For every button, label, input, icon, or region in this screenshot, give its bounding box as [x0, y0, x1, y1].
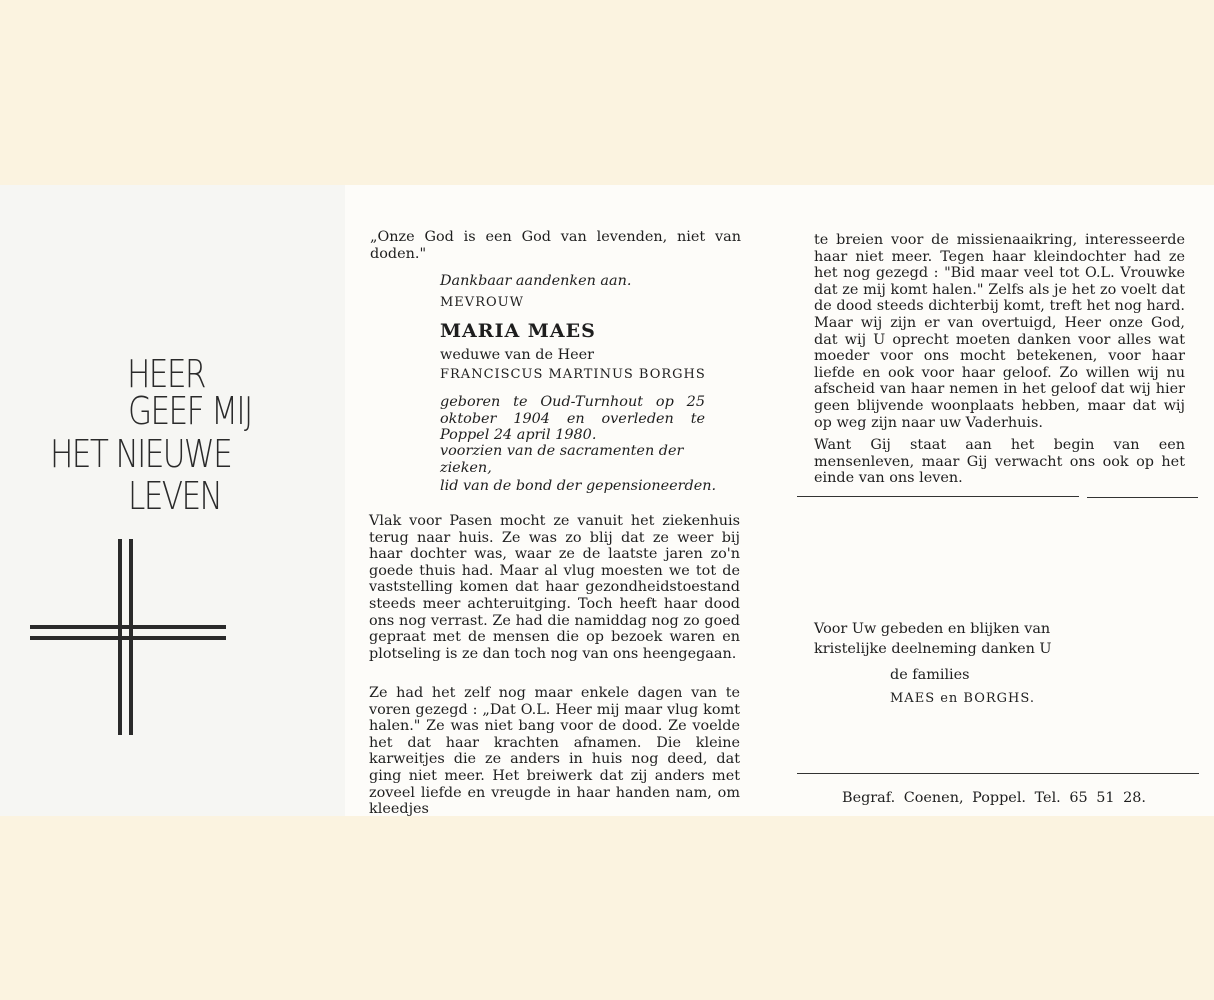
thanks-families: MAES en BORGHS.	[890, 691, 1035, 706]
thanks-line-2: kristelijke deelneming danken U	[814, 641, 1052, 657]
body-paragraph-4: Want Gij staat aan het begin van een mensenleven, maar Gij verwacht ons ook op het einde van ons leven.	[814, 437, 1185, 487]
footer-divider	[797, 773, 1199, 774]
cover-title-line-2: GEEF MIJ	[128, 389, 252, 433]
divider-line	[797, 496, 1079, 497]
cover-panel	[0, 185, 345, 816]
deceased-name: MARIA MAES	[440, 320, 596, 342]
sacrament-text: voorzien van de sacramenten der zieken,	[440, 443, 684, 476]
thanks-line-3: de families	[890, 667, 970, 683]
cover-title-line-4: LEVEN	[128, 474, 222, 518]
body-paragraph-1: Vlak voor Pasen mocht ze vanuit het ziekenhuis terug naar huis. Ze was zo blij dat ze weer bij haar dochter was, waar ze de laatste jaren zo'n goede thuis had. Maar al vlug moesten we tot de vaststelling komen dat haar gezondheidstoestand steeds meer achteruitging. Toch heeft haar dood ons nog verrast. Ze had die namiddag nog zo goed gepraat met de mensen die op bezoek waren en plotseling is ze dan toch nog van ons heengegaan.	[369, 513, 740, 662]
divider-line	[1087, 497, 1198, 498]
body-paragraph-2: Ze had het zelf nog maar enkele dagen van te voren gezegd : „Dat O.L. Heer mij maar vlug komt halen." Ze was niet bang voor de dood. Ze voelde het dat haar krachten afnamen. Die kleine karweitjes die ze anders in huis nog deed, dat ging niet meer. Het breiwerk dat zij anders met zoveel liefde en vreugde in haar handen nam, om kleedjes	[369, 685, 740, 818]
opening-quote: „Onze God is een God van levenden, niet van doden."	[370, 229, 741, 262]
undertaker-line: Begraf. Coenen, Poppel. Tel. 65 51 28.	[842, 790, 1146, 806]
widow-line: weduwe van de Heer	[440, 347, 595, 363]
pension-bond-text: lid van de bond der gepensioneerden.	[440, 478, 717, 494]
cover-title-line-3: HET NIEUWE	[50, 432, 232, 476]
cover-title-line-1: HEER	[127, 352, 205, 396]
thanks-line-1: Voor Uw gebeden en blijken van	[814, 621, 1051, 637]
birth-death-text: geboren te Oud-Turnhout op 25 oktober 1904 en overleden te Poppel 24 april 1980.	[440, 394, 705, 444]
cross-icon	[30, 539, 226, 735]
husband-name: FRANCISCUS MARTINUS BORGHS	[440, 367, 706, 382]
memorial-card	[0, 185, 1214, 816]
mevrouw-line: MEVROUW	[440, 295, 524, 310]
dankbaar-line: Dankbaar aandenken aan.	[440, 273, 632, 289]
body-paragraph-3: te breien voor de missienaaikring, interesseerde haar niet meer. Tegen haar kleindochter had ze het nog gezegd : "Bid maar veel tot O.L. Vrouwke dat ze mij komt halen." Zelfs als je het zo voelt dat de dood steeds dichterbij komt, treft het nog hard. Maar wij zijn er van overtuigd, Heer onze God, dat wij U oprecht moeten danken voor alles wat moeder voor ons mocht betekenen, voor haar liefde en ook voor haar geloof. Zo willen wij nu afscheid van haar nemen in het geloof dat wij hier geen blijvende woonplaats hebben, maar dat wij op weg zijn naar uw Vaderhuis.	[814, 232, 1185, 431]
